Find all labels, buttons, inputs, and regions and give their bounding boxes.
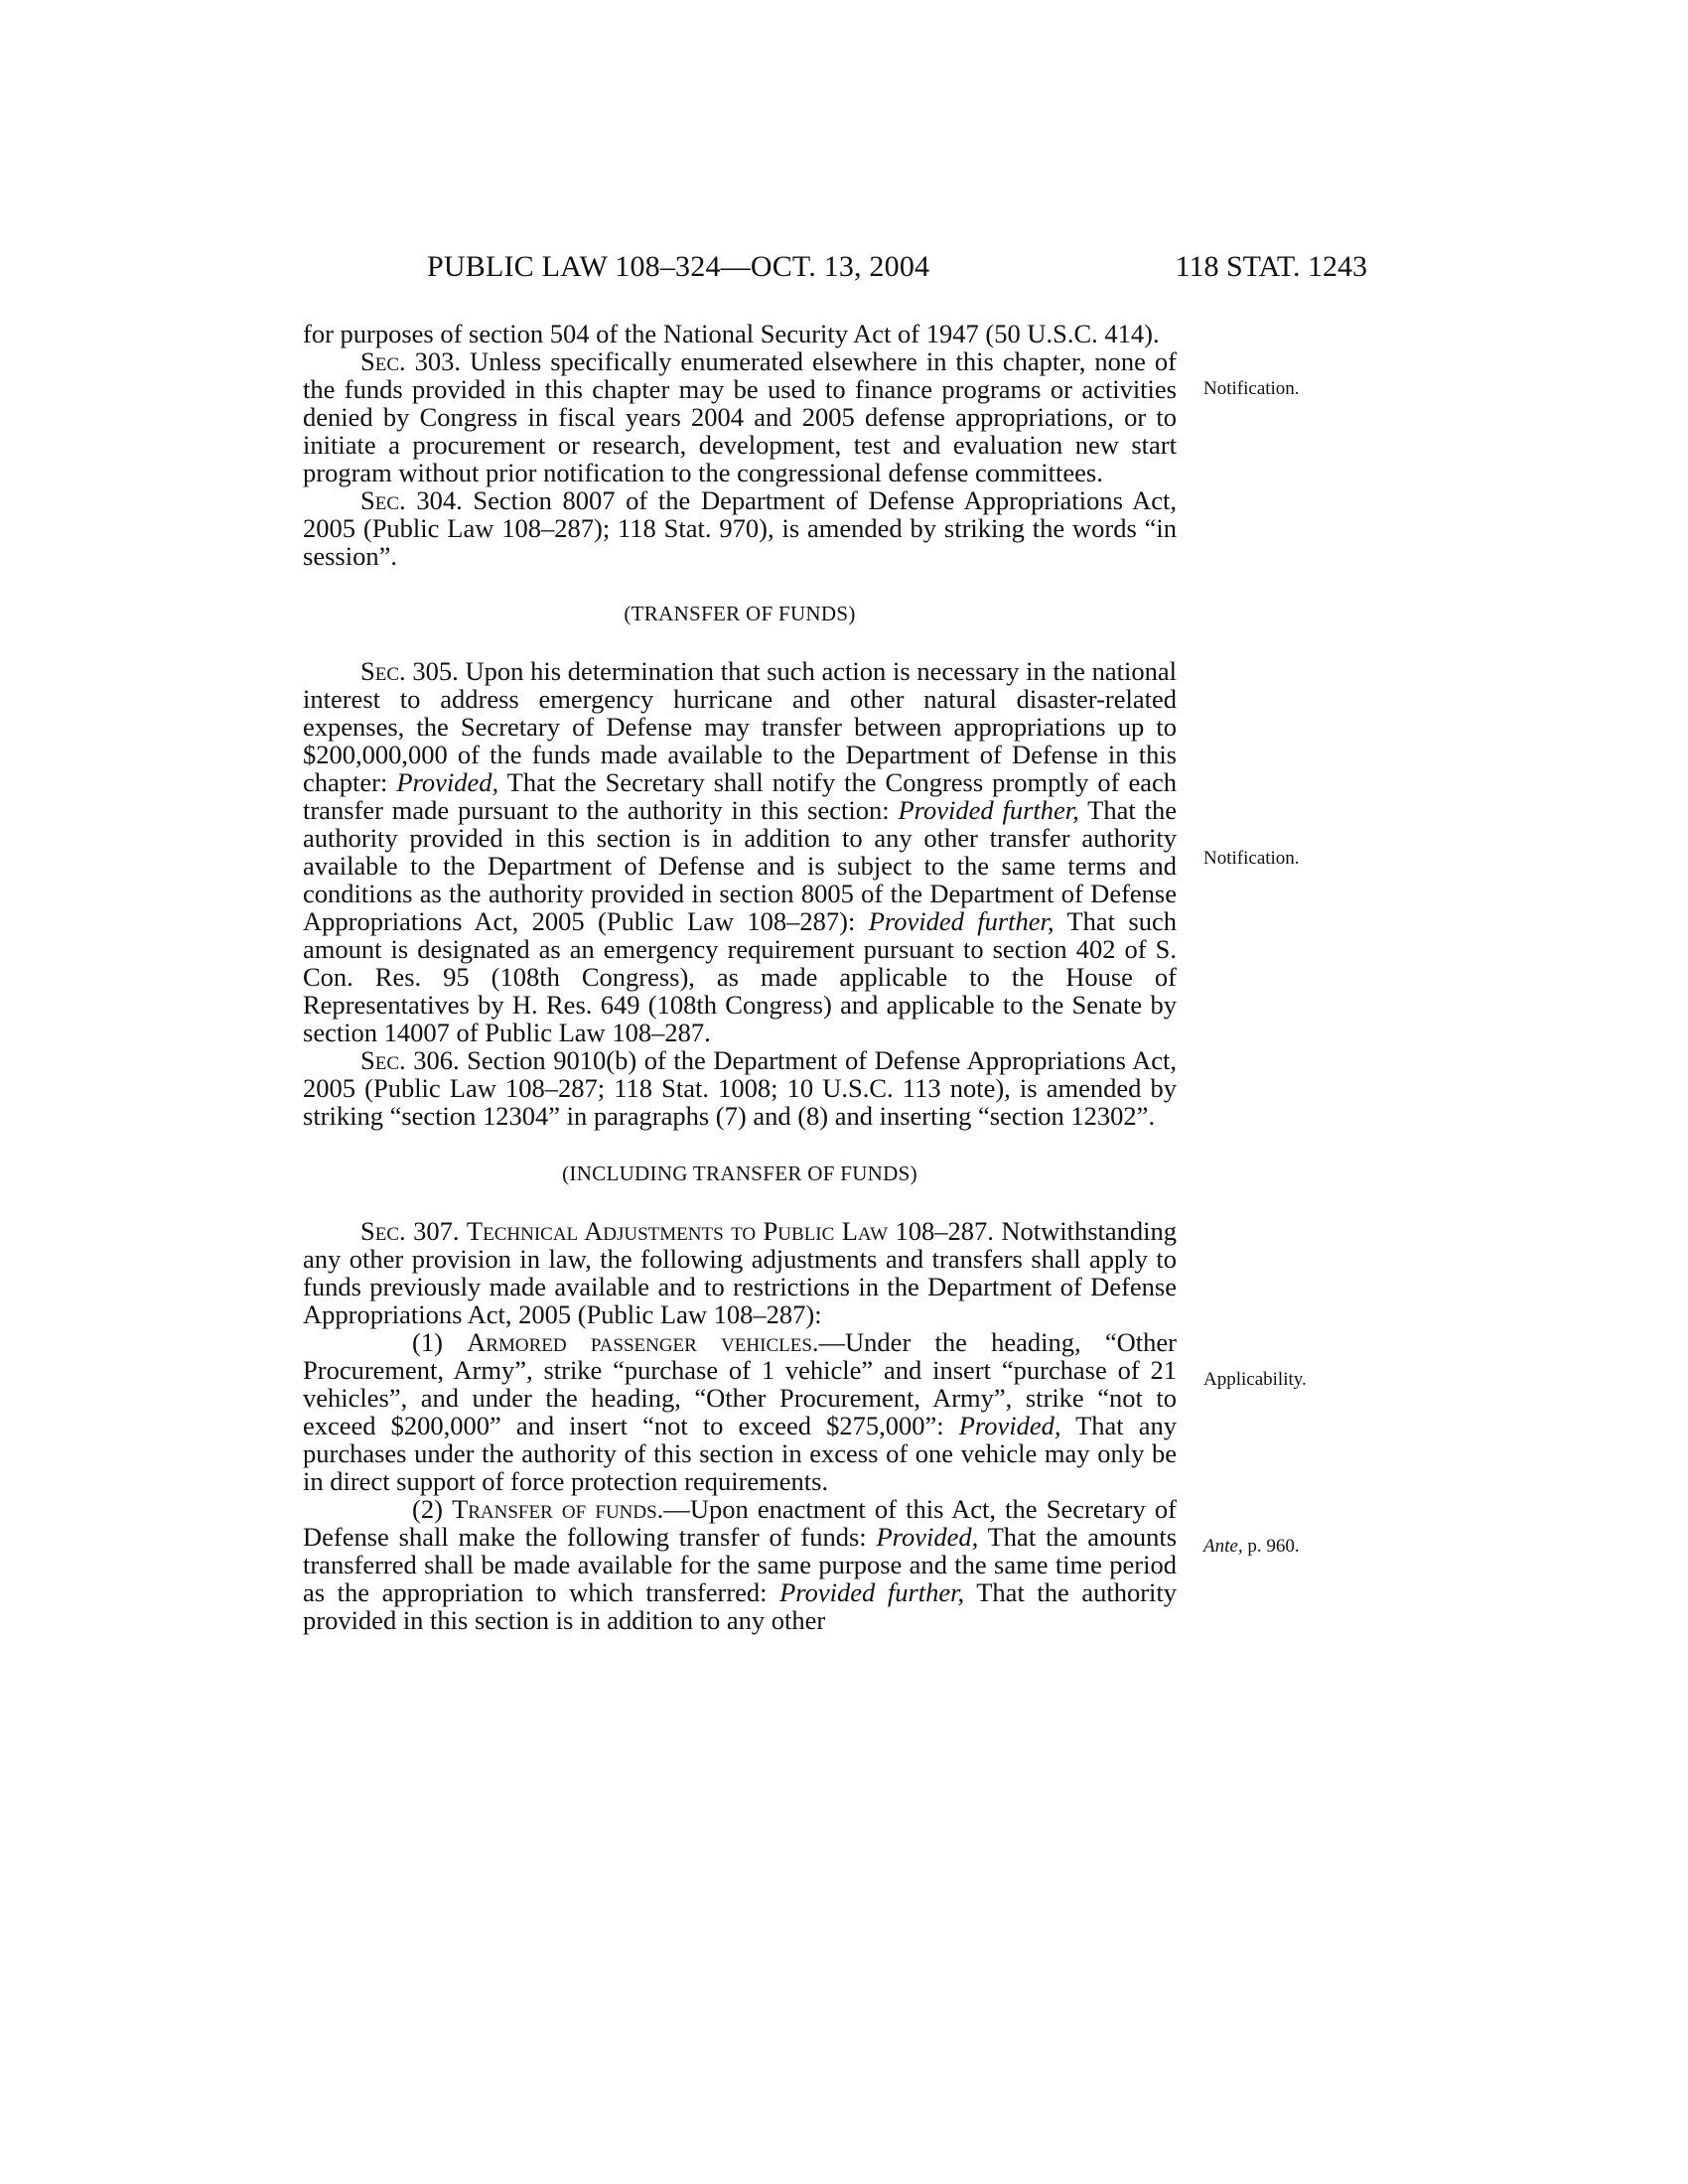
section-label: Sec xyxy=(360,1216,400,1246)
paragraph-continuation: for purposes of section 504 of the National Security Act of 1947 (50 U.S.C. 414). xyxy=(303,319,1160,348)
section-title: Technical Adjustments to Public Law 108–287. xyxy=(466,1216,994,1246)
heading-transfer-of-funds: (TRANSFER OF FUNDS) xyxy=(624,602,856,625)
heading-including-transfer-of-funds: (INCLUDING TRANSFER OF FUNDS) xyxy=(562,1161,917,1185)
statute-page-number: 118 STAT. 1243 xyxy=(1175,250,1367,283)
section-label: Sec xyxy=(360,485,400,515)
margin-note-applicability: Applicability. xyxy=(1203,1369,1307,1390)
paragraph-title: Transfer of funds. xyxy=(452,1494,664,1524)
paragraph-title: Armored passenger vehicles. xyxy=(467,1327,819,1357)
running-header: PUBLIC LAW 108–324—OCT. 13, 2004 xyxy=(427,250,930,283)
document-body xyxy=(303,320,1177,1634)
section-303: Sec. 303. Unless specifically enumerated elsewhere in this chapter, none of the funds provided in this chapter may be used to finance programs or activities denied by Congress in fiscal years 2004 and 2005 defense appropriations, or to initiate a procurement or research, development, test and evaluation new start program without prior notification to the congressional defense committees. xyxy=(303,346,1177,487)
section-304: Sec. 304. Section 8007 of the Department of Defense Appropriations Act, 2005 (Public Law 108–287); 118 Stat. 970), is amended by striking the words “in session”. xyxy=(303,485,1177,571)
section-label: Sec xyxy=(360,346,400,376)
margin-note-notification-2: Notification. xyxy=(1203,848,1300,869)
section-label: Sec xyxy=(360,656,400,686)
section-307: Sec. 307. Technical Adjustments to Public Law 108–287. Notwithstanding any other provision in law, the following adjustments and transfers shall apply to funds previously made available and to restrictions in the Department of Defense Appropriations Act, 2005 (Public Law 108–287): xyxy=(303,1216,1177,1329)
paragraph-1-armored-vehicles: (1) Armored passenger vehicles.—Under the heading, “Other Procurement, Army”, strike “purchase of 1 vehicle” and insert “purchase of 21 vehicles”, and under the heading, “Other Procurement, Army”, strike “not to exceed $200,000” and insert “not to exceed $275,000”: Provided, That any purchases under the authority of this section in excess of one vehicle may only be in direct support of force protection requirements. xyxy=(303,1327,1177,1496)
margin-note-notification-1: Notification. xyxy=(1203,378,1300,399)
section-306: Sec. 306. Section 9010(b) of the Department of Defense Appropriations Act, 2005 (Public Law 108–287; 118 Stat. 1008; 10 U.S.C. 113 note), is amended by striking “section 12304” in paragraphs (7) and (8) and inserting “section 12302”. xyxy=(303,1045,1177,1131)
section-label: Sec xyxy=(360,1045,400,1075)
margin-note-ante-reference: Ante, p. 960. xyxy=(1203,1536,1300,1557)
paragraph-2-transfer-of-funds: (2) Transfer of funds.—Upon enactment of this Act, the Secretary of Defense shall make the following transfer of funds: Provided, That the amounts transferred shall be made available for the same purpose and the same time period as the appropriation to which transferred: Provided further, That the authority provided in this section is in addition to any other xyxy=(303,1494,1178,1635)
section-305: Sec. 305. Upon his determination that such action is necessary in the national interest to address emergency hurricane and other natural disaster-related expenses, the Secretary of Defense may transfer between appropriations up to $200,000,000 of the funds made available to the Department of Defense in this chapter: Provided, That the Secretary shall notify the Congress promptly of each transfer made pursuant to the authority in this section: Provided further, That the authority provided in this section is in addition to any other transfer authority available to the Department of Defense and is subject to the same terms and conditions as the authority provided in section 8005 of the Department of Defense Appropriations Act, 2005 (Public Law 108–287): Provided further, That such amount is designated as an emergency requirement pursuant to section 402 of S. Con. Res. 95 (108th Congress), as made applicable to the House of Representatives by H. Res. 649 (108th Congress) and applicable to the Senate by section 14007 of Public Law 108–287. xyxy=(303,656,1177,1047)
